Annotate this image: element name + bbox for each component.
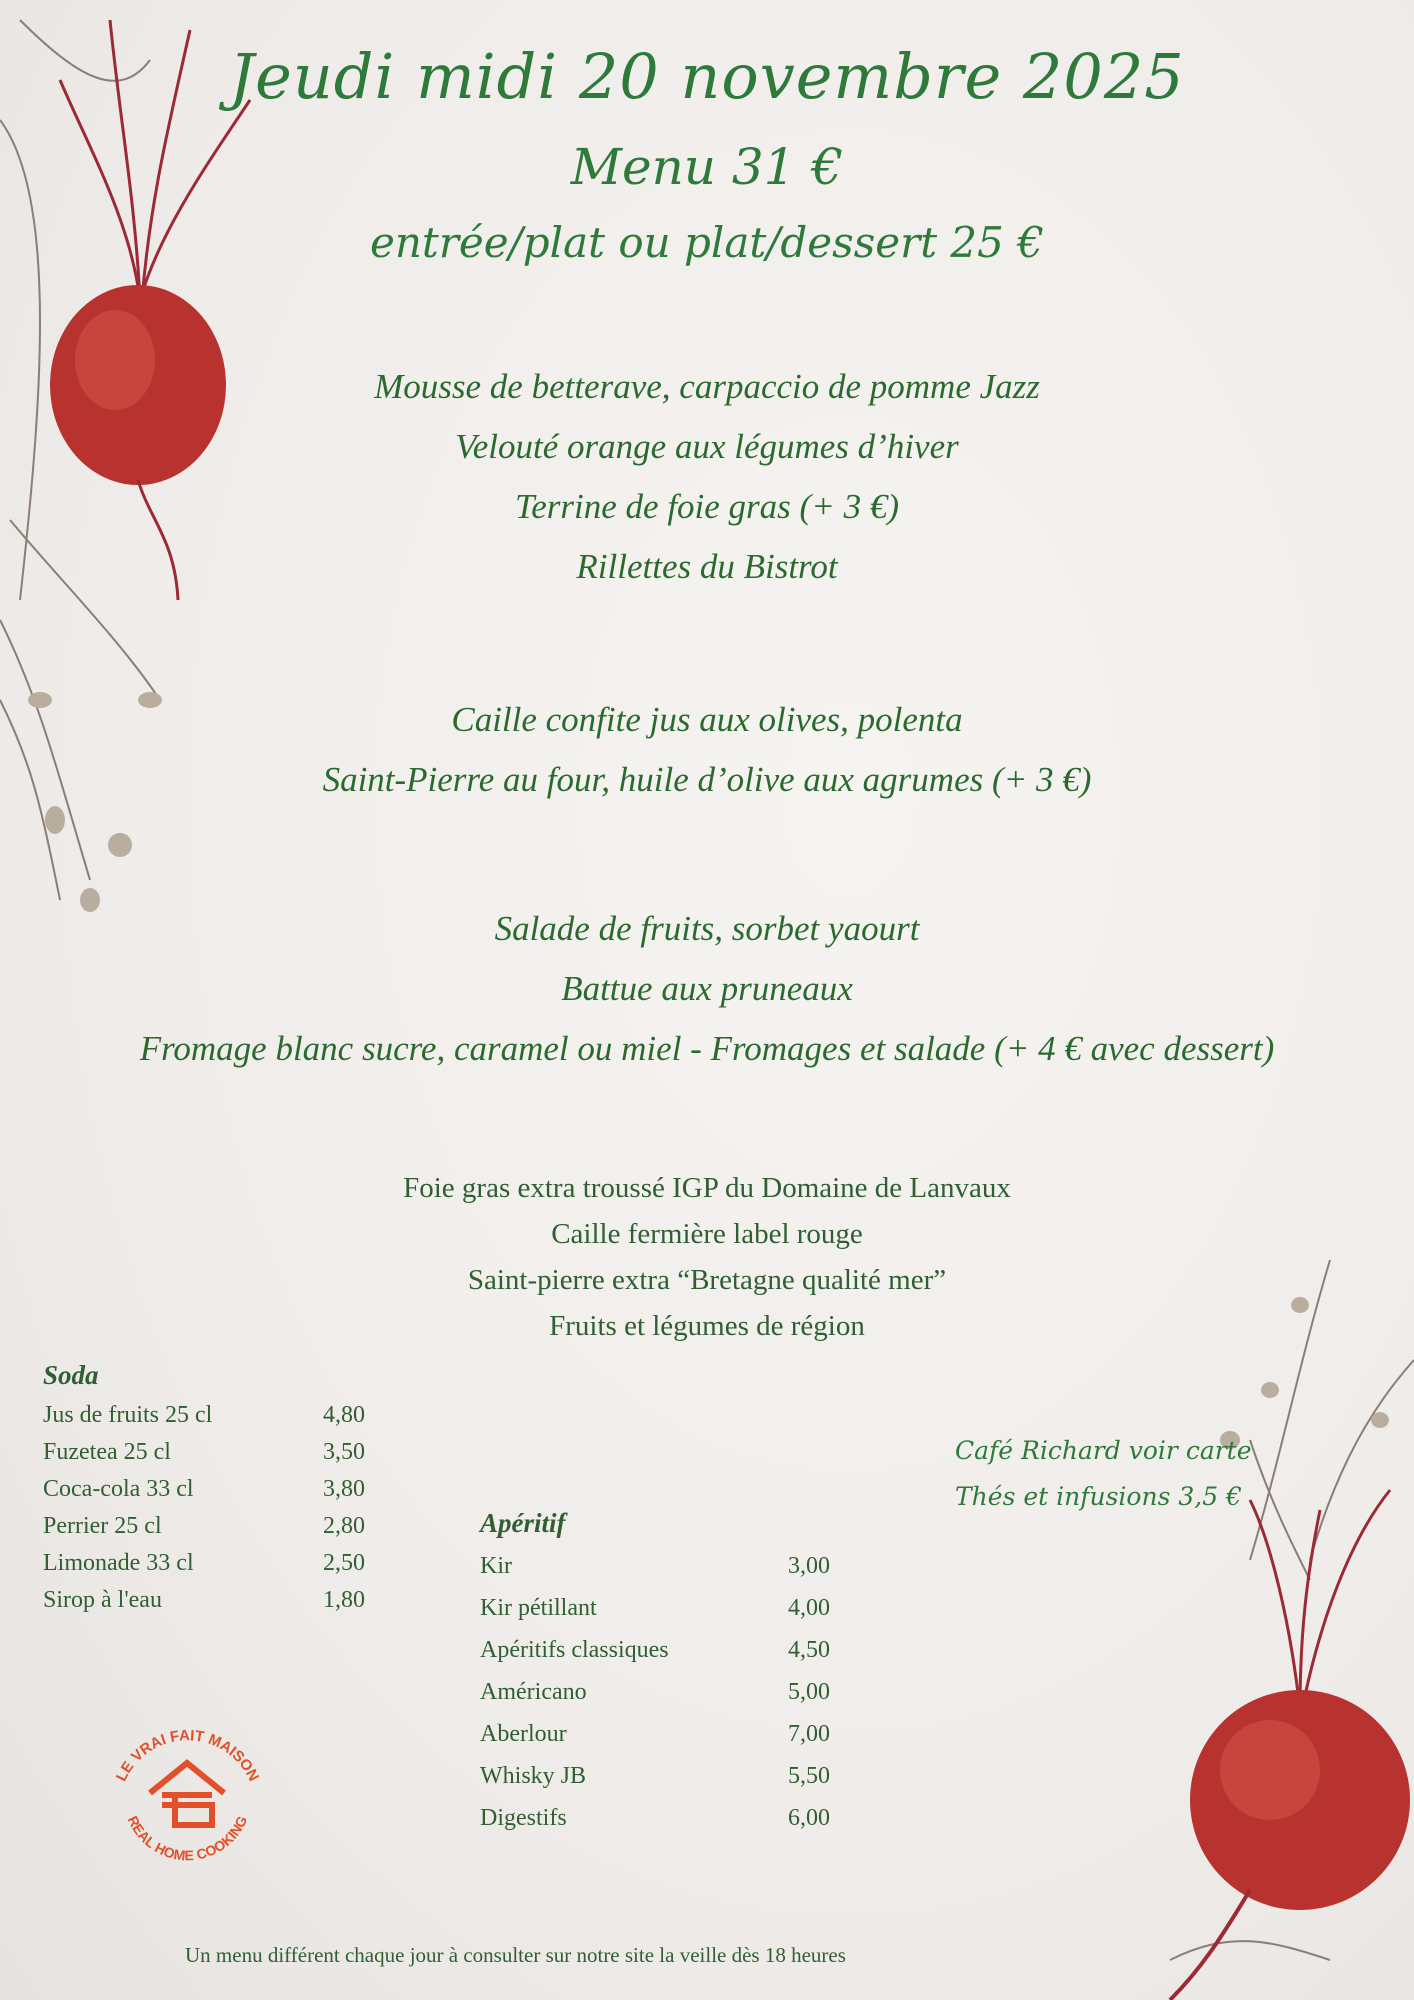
drink-price: 3,80: [323, 1476, 365, 1502]
coffee-tea-note: [955, 1428, 1275, 1520]
drink-price: 7,00: [788, 1720, 830, 1747]
drink-name: Perrier 25 cl: [43, 1513, 162, 1539]
drink-name: Aberlour: [480, 1720, 567, 1747]
drink-price: 5,50: [788, 1762, 830, 1789]
drink-price: 2,50: [323, 1550, 365, 1576]
origin-item: Caille fermière label rouge: [551, 1218, 863, 1250]
drink-price: 3,00: [788, 1552, 830, 1579]
drink-name: Kir pétillant: [480, 1594, 597, 1621]
list-item: [43, 1545, 365, 1582]
drink-name: Whisky JB: [480, 1762, 587, 1789]
formula-price: entrée/plat ou plat/dessert 25 €: [370, 218, 1044, 267]
coffee-line: Café Richard voir carte: [955, 1436, 1252, 1465]
dessert-item: Salade de fruits, sorbet yaourt: [494, 909, 920, 948]
list-item: [43, 1397, 365, 1434]
soda-list: [43, 1360, 365, 1619]
svg-text:REAL HOME COOKING: [125, 1813, 251, 1863]
list-item: [480, 1671, 830, 1713]
menu-price: Menu 31 €: [570, 138, 844, 196]
entree-item: Rillettes du Bistrot: [576, 547, 838, 586]
entrees-section: [0, 357, 1414, 597]
list-item: [43, 1471, 365, 1508]
logo-top-text: LE VRAI FAIT MAISON: [112, 1727, 263, 1784]
plats-section: [0, 690, 1414, 810]
list-item: [43, 1582, 365, 1619]
desserts-section: [0, 899, 1414, 1079]
drink-name: Américano: [480, 1678, 587, 1705]
dessert-item: Battue aux pruneaux: [561, 969, 853, 1008]
list-item: [480, 1755, 830, 1797]
drink-name: Kir: [480, 1552, 512, 1579]
fait-maison-logo-icon: [100, 1705, 275, 1880]
soda-title: Soda: [43, 1360, 99, 1390]
svg-text:LE VRAI FAIT MAISON: [113, 1727, 262, 1784]
drink-name: Digestifs: [480, 1804, 567, 1831]
entree-item: Mousse de betterave, carpaccio de pomme Jazz: [374, 367, 1040, 406]
aperitif-list: [480, 1508, 830, 1839]
drink-price: 4,50: [788, 1636, 830, 1663]
drink-name: Apéritifs classiques: [480, 1636, 669, 1663]
dessert-item: Fromage blanc sucre, caramel ou miel - Fromages et salade (+ 4 € avec dessert): [139, 1029, 1275, 1068]
list-item: [43, 1508, 365, 1545]
origin-item: Saint-pierre extra “Bretagne qualité mer”: [467, 1264, 947, 1296]
drink-name: Jus de fruits 25 cl: [43, 1402, 213, 1428]
plat-item: Saint-Pierre au four, huile d’olive aux agrumes (+ 3 €): [322, 760, 1092, 799]
drink-price: 2,80: [323, 1513, 365, 1539]
drink-name: Fuzetea 25 cl: [43, 1439, 171, 1465]
list-item: [480, 1545, 830, 1587]
drink-name: Coca-cola 33 cl: [43, 1476, 194, 1502]
origin-item: Fruits et légumes de région: [549, 1310, 865, 1342]
beetroot-bottom-right-illustration: [1130, 1240, 1414, 2000]
drink-price: 1,80: [323, 1587, 365, 1613]
drink-price: 5,00: [788, 1678, 830, 1705]
list-item: [43, 1434, 365, 1471]
plat-item: Caille confite jus aux olives, polenta: [451, 700, 963, 739]
origins-section: [0, 1165, 1414, 1349]
drink-name: Limonade 33 cl: [43, 1550, 194, 1576]
list-item: [480, 1587, 830, 1629]
logo-bottom-text: REAL HOME COOKING: [124, 1813, 251, 1864]
entree-item: Velouté orange aux légumes d’hiver: [455, 427, 959, 466]
list-item: [480, 1797, 830, 1839]
entree-item: Terrine de foie gras (+ 3 €): [515, 487, 899, 526]
drink-price: 3,50: [323, 1439, 365, 1465]
drink-price: 6,00: [788, 1804, 830, 1831]
list-item: [480, 1629, 830, 1671]
aperitif-title: Apéritif: [480, 1508, 566, 1538]
menu-date-title: Jeudi midi 20 novembre 2025: [229, 40, 1185, 113]
drink-price: 4,80: [323, 1402, 365, 1428]
drink-name: Sirop à l'eau: [43, 1587, 162, 1613]
drink-price: 4,00: [788, 1594, 830, 1621]
origin-item: Foie gras extra troussé IGP du Domaine de Lanvaux: [403, 1172, 1011, 1204]
tea-line: Thés et infusions 3,5 €: [955, 1482, 1242, 1511]
list-item: [480, 1713, 830, 1755]
footer-note: Un menu différent chaque jour à consulter sur notre site la veille dès 18 heures: [185, 1943, 846, 1967]
